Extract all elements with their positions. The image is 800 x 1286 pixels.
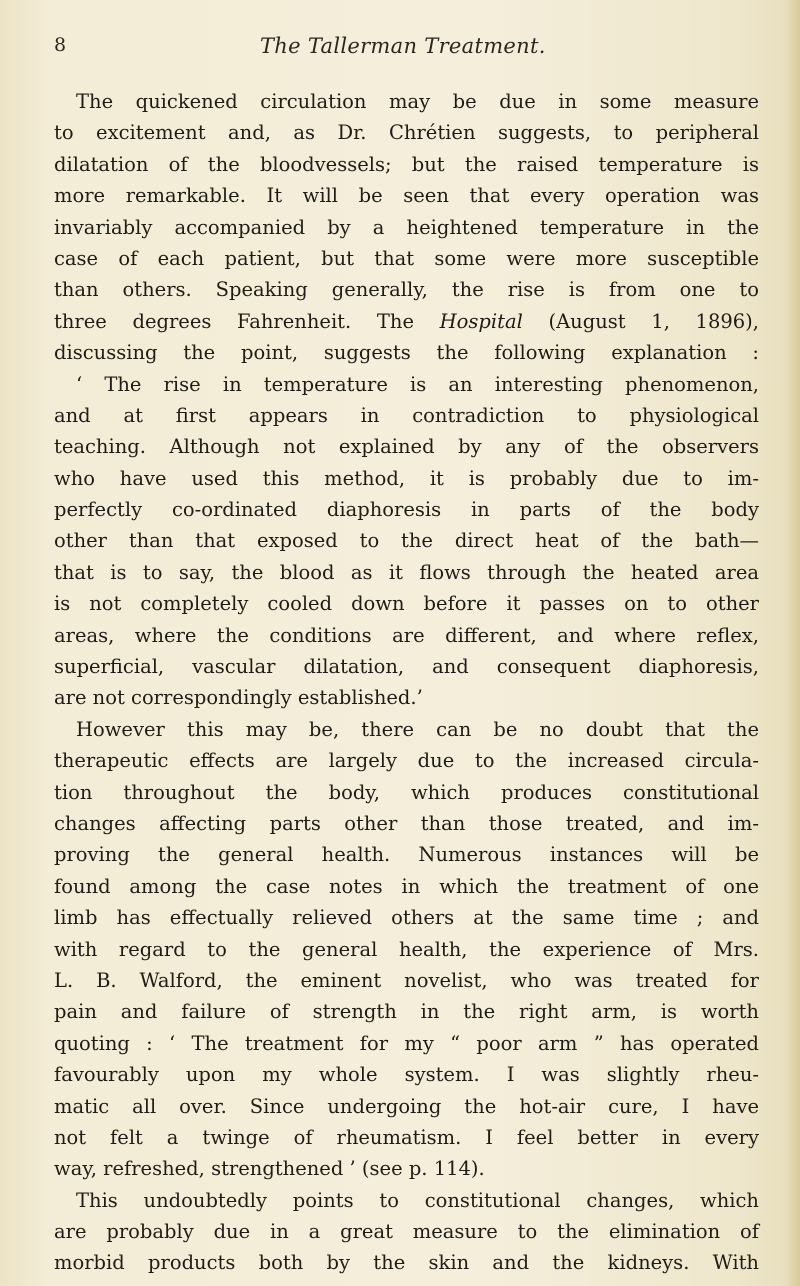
text-line: proving the general health. Numerous instances will be (54, 843, 759, 867)
page-number: 8 (54, 34, 67, 56)
text-line: favourably upon my whole system. I was slightly rheu- (54, 1063, 759, 1087)
text-line: superficial, vascular dilatation, and consequent diaphoresis, (54, 655, 759, 679)
text-line: dilatation of the bloodvessels; but the raised temperature is (54, 152, 759, 176)
text-line: L. B. Walford, the eminent novelist, who was treated for (54, 968, 759, 992)
text-line: more remarkable. It will be seen that every operation was (54, 184, 759, 208)
text-line: three degrees Fahrenheit. The Hospital (August 1, 1896), (54, 309, 759, 333)
text-line: to excitement and, as Dr. Chrétien suggests, to peripheral (54, 121, 759, 145)
text-line: pain and failure of strength in the right arm, is worth (54, 1000, 759, 1024)
text-line: areas, where the conditions are different, and where reflex, (54, 623, 759, 647)
page-edge-shadow (786, 0, 800, 1286)
text-line: therapeutic effects are largely due to the increased circula- (54, 749, 759, 773)
text-line: than others. Speaking generally, the rise is from one to (54, 278, 759, 302)
text-line: with regard to the general health, the experience of Mrs. (54, 937, 759, 961)
text-line: found among the case notes in which the treatment of one (54, 874, 759, 898)
text-line: limb has effectually relieved others at the same time ; and (54, 906, 759, 930)
running-title: The Tallerman Treatment. (260, 34, 546, 58)
text-line: perfectly co-ordinated diaphoresis in parts of the body (54, 498, 759, 522)
text-line: is not completely cooled down before it passes on to other (54, 592, 759, 616)
text-line: teaching. Although not explained by any of the observers (54, 435, 759, 459)
text-line: case of each patient, but that some were more susceptible (54, 246, 759, 270)
text-line: morbid products both by the skin and the kidneys. With (54, 1251, 759, 1275)
text-line: The quickened circulation may be due in some measure (76, 90, 759, 113)
text-line: are probably due in a great measure to the elimination of (54, 1220, 759, 1244)
text-line: quoting : ‘ The treatment for my “ poor arm ” has operated (54, 1031, 759, 1055)
text-line: changes affecting parts other than those treated, and im- (54, 811, 759, 835)
text-line: and at first appears in contradiction to physiological (54, 403, 759, 427)
page-header (54, 34, 754, 64)
text-line: are not correspondingly established.’ (54, 686, 423, 710)
text-line: other than that exposed to the direct heat of the bath— (54, 529, 759, 553)
text-line: that is to say, the blood as it flows through the heated area (54, 560, 759, 584)
text-line: discussing the point, suggests the following explanation : (54, 341, 759, 365)
text-line: tion throughout the body, which produces constitutional (54, 780, 759, 804)
text-line: not felt a twinge of rheumatism. I feel better in every (54, 1125, 759, 1149)
text-line: way, refreshed, strengthened ’ (see p. 114). (54, 1157, 485, 1181)
text-line: matic all over. Since undergoing the hot-air cure, I have (54, 1094, 759, 1118)
journal-name: Hospital (439, 309, 523, 333)
text-line: who have used this method, it is probably due to im- (54, 466, 759, 490)
text-line: invariably accompanied by a heightened temperature in the (54, 215, 759, 239)
text-line: ‘ The rise in temperature is an interesting phenomenon, (76, 372, 759, 396)
body-text (54, 86, 759, 1279)
text-line: However this may be, there can be no doubt that the (76, 717, 759, 741)
text-line: This undoubtedly points to constitutional changes, which (76, 1188, 759, 1212)
